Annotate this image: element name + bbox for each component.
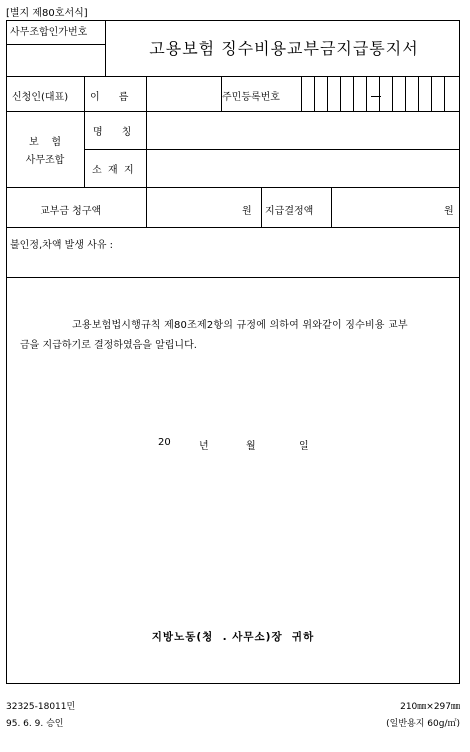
divider	[353, 76, 354, 111]
divider	[7, 277, 459, 278]
insurance-office-label-line2: 사무조합	[25, 155, 65, 166]
divider	[327, 76, 328, 111]
footer-code: 32325-18011민	[6, 702, 76, 712]
applicant-label: 신청인(대표)	[12, 92, 69, 103]
divider	[261, 187, 262, 227]
claim-amount-label: 교부금 청구액	[40, 206, 102, 217]
insurance-office-label-line1: 보 험	[28, 137, 62, 148]
date-year-unit: 년	[199, 441, 209, 452]
decided-amount-label: 지급결정액	[265, 206, 314, 217]
divider	[418, 76, 419, 111]
office-number-label: 사무조합인가번호	[10, 27, 88, 38]
divider	[444, 76, 445, 111]
page-title: 고용보험 징수비용교부금지급통지서	[149, 39, 419, 58]
divider	[392, 76, 393, 111]
divider	[7, 227, 459, 228]
divider	[366, 76, 367, 111]
divider	[431, 76, 432, 111]
resident-number-label: 주민등록번호	[222, 92, 280, 103]
won-unit: 원	[242, 206, 252, 217]
signatory: 지방노동(청 . 사무소)장 귀하	[151, 631, 315, 643]
notice-line: 고용보험법시행규칙 제80조제2항의 규정에 의하여 위와같이 징수비용 교부	[72, 320, 408, 331]
divider	[379, 76, 380, 111]
divider	[84, 149, 459, 150]
divider	[7, 111, 459, 112]
divider	[7, 44, 105, 45]
dash-mark	[371, 96, 381, 97]
divider	[314, 76, 315, 111]
reason-label: 불인정,차액 발생 사유 :	[10, 240, 114, 251]
divider	[301, 76, 302, 111]
office-address-label: 소 재 지	[92, 165, 134, 176]
notice-line: 금을 지급하기로 결정하였음을 알립니다.	[20, 340, 197, 351]
footer-paper: (일반용지 60g/㎡)	[386, 719, 460, 729]
date-day-unit: 일	[299, 441, 309, 452]
won-unit: 원	[444, 206, 454, 217]
form-number: [별지 제80호서식]	[6, 8, 88, 19]
divider	[105, 21, 106, 76]
divider	[146, 76, 147, 111]
divider	[7, 187, 459, 188]
footer-approval: 95. 6. 9. 승인	[6, 719, 64, 729]
divider	[84, 76, 85, 111]
divider	[146, 187, 147, 227]
date-year: 20	[158, 437, 171, 448]
footer-size: 210㎜×297㎜	[400, 702, 460, 712]
divider	[340, 76, 341, 111]
name-label: 이 름	[90, 92, 129, 103]
divider	[405, 76, 406, 111]
notice-body	[20, 316, 460, 356]
office-name-label: 명 칭	[93, 127, 132, 138]
date-month-unit: 월	[246, 441, 256, 452]
divider	[331, 187, 332, 227]
